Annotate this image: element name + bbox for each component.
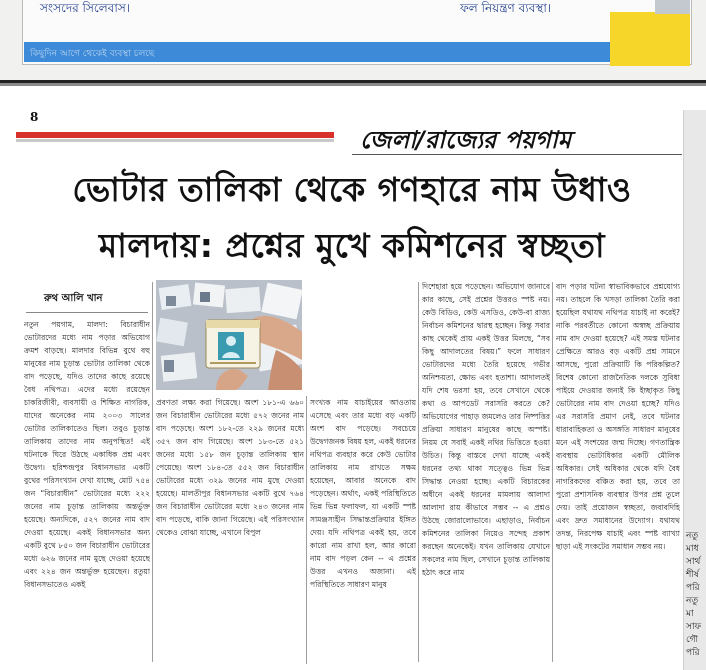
adjacent-page-text: সার্থ [686,557,701,567]
byline-rule [26,312,148,313]
column-divider [306,396,307,664]
previous-page-banner-text: কিছুদিন আগে থেকেই ব্যবস্থা চলছে [30,49,155,59]
column-divider [418,282,419,662]
article-column-4: দিশেহারা হয়ে পড়েছেন। অভিযোগ জানাবে কার কাছে, সেই প্রশ্নের উত্তরও স্পষ্ট নয়। কেউ বিডিও, কেউ এসডিও, কেউ-বা রাজ্য নির্বাচন কমিশনের দ্বারস্থ হচ্ছেন। কিন্তু সবার কাছ থেকেই প্রায় একই উত্তর মিলছে, “সব কিছু আদালতের বিষয়।” ফলে সাধারণ ভোটারদের মধ্যে তৈরি হয়েছে গভীর অনিশ্চয়তা, ক্ষোভ এবং হতাশা। আদালতই যদি শেষ ভরসা হয়, তবে সেখানে থেকে কথা ও আপডেট সরাসরি করতে কে? অভিযোগের পাহাড় জমলেও তার নিষ্পত্তির প্রক্রিয়া সাধারণ মানুষের কাছে অস্পষ্ট। নিয়ম যে সবাই একই নথির ভিত্তিতে হওয়া উচিত। কিন্তু বাস্তবে দেখা যাচ্ছে একই ধরনের তথ্য থাকা সত্ত্বেও ভিন্ন ভিন্ন সিদ্ধান্ত নেওয়া হচ্ছে। একটি বিচারকের অধীনে একই ধরনের মামলায় আলাদা আলাদা রায় কীভাবে সম্ভব -- এ প্রশ্নও উঠছে জোরালোভাবে। এছাড়াও, নির্বাচন কমিশনের তালিকা নিয়েও সন্দেহ প্রকাশ করছেন অনেকেই। যখন তালিকায় যেখানে সকলের নাম ছিল, সেখানে চূড়ান্ত তালিকায় হঠাৎ করে নাম [422,282,550,577]
adjacent-page-text: নতু [686,531,699,541]
adjacent-page-text: পরি [686,648,700,658]
voter-card-illustration [156,280,302,390]
previous-page-strip [0,0,706,83]
previous-page-left-text: সংসদের সিলেবাস। [40,1,131,15]
newspaper-page [0,86,706,670]
previous-page-gray-block [655,0,690,14]
previous-page-yellow-block [610,12,690,66]
article-column-1: নতুন পয়গাম, মালদা: বিচারাধীন ভোটারদের মধ্যে নাম পড়ার অভিযোগ ক্রমশ বাড়ছে। মালদার বিভিন্ন বুথে বহু মানুষের নাম চূড়ান্ত ভোটার তালিকা থেকে বাদ পড়েছে, যদিও তাদের কাছে রয়েছে বৈধ নথিপত্র। এদের মধ্যে রয়েছেন চাকরিজীবী, ব্যবসায়ী ও শিক্ষিত নাগরিক, যাদের অনেকের নাম ২০০৩ সালের ভোটার তালিকাতেও ছিল। তবুও চূড়ান্ত তালিকায় তাদের নাম অনুপস্থিত! এই ঘটনাকে ঘিরে উঠছে একাধিক প্রশ্ন এবং উদ্বেগ। হরিশ্চন্দ্রপুর বিধানসভার একটি বুথের পরিসংখ্যান দেখা যাচ্ছে, মোট ৭৫৪ জন “বিচারাধীন” ভোটারের মধ্যে ২২২ জনের নাম চূড়ান্ত তালিকায় অন্তর্ভুক্ত হয়েছে। অন্যদিকে, ৫২৭ জনের নাম বাদ দেওয়া হয়েছে। একই বিধানসভার অন্য একটি বুথে ৮৫০ জন বিচারাধীন ভোটারের মধ্যে ৬২৬ জনের নাম মুছে দেওয়া হয়েছে এবং ২২৪ জন অন্তর্ভুক্ত হয়েছেন। রতুয়া বিধানসভাতেও একই [24,320,150,589]
article-photo [156,280,302,390]
headline-line-1: ভোটার তালিকা থেকে গণহারে নাম উধাও [72,170,632,209]
adjacent-page-text: মাধ [686,544,699,554]
page-number: 8 [30,110,39,124]
column-divider [552,282,553,662]
article-column-5: বাদ পড়ার ঘটনা স্বাভাবিকভাবে প্রশ্নযোগ্য নয়। তাহলে কি খসড়া তালিকা তৈরি করা হয়েছিল যথাযথ নথিপত্র যাচাই না করেই? নাকি পরবর্তীতে কোনো অস্বচ্ছ প্রক্রিয়ায় নাম বাদ দেওয়া হয়েছে? এই সমস্ত ঘটনার প্রেক্ষিতে আরও বড় একটি প্রশ্ন সামনে আসছে, পুরো প্রক্রিয়াটি কি পরিকল্পিত? বিশেষ কোনো রাজনৈতিক দলকে সুবিধা পাইয়ে দেওয়ার জন্যই কি ইচ্ছাকৃত কিছু ভোটারের নাম বাদ দেওয়া হচ্ছে? যদিও এর সরাসরি প্রমাণ নেই, তবে ঘটনার ধারাবাহিকতা ও অসঙ্গতি সাধারণ মানুষের মনে এই সংশয়ের জন্ম দিচ্ছে। গণতান্ত্রিক ব্যবস্থায় ভোটাধিকার একটি মৌলিক অধিকার। সেই অধিকার থেকে যদি বৈধ নাগরিকদের বঞ্চিত করা হয়, তবে তা পুরো প্রশাসনিক ব্যবস্থার উপর প্রশ্ন তুলে দেয়। তাই প্রয়োজন স্বচ্ছতা, জবাবদিহি এবং দ্রুত সমাধানের উদ্যোগ। যথাযথ তদন্ত, নিরপেক্ষ যাচাই এবং স্পষ্ট ব্যাখ্যা ছাড়া এই সংকটের সমাধান সম্ভব নয়। [556,282,680,551]
gray-header-rule [16,139,334,142]
adjacent-page-text: শীর্ষ [686,570,699,580]
adjacent-page-text: মা [686,609,694,619]
section-rule [352,154,682,155]
adjacent-page-text: গৌ [686,635,699,645]
section-title: জেলা/রাজ্যের পয়গাম [360,126,572,154]
headline-line-2: মালদায়: প্রশ্নের মুখে কমিশনের স্বচ্ছতা [98,226,606,265]
article-column-3: সংখ্যক নাম যাচাইয়ের আওতায় এসেছে এবং তার মধ্যে বড় একটি অংশ বাদ পড়েছে। সবচেয়ে উদ্বেগজনক বিষয় হল, একই ধরনের নথিপত্র ব্যবহার করে কেউ ভোটার তালিকায় নাম রাখতে সক্ষম হয়েছেন, আবার অনেকে বাদ পড়েছেন। অর্থাৎ, একই পরিস্থিতিতে ভিন্ন ভিন্ন ফলাফল, যা একটি স্পষ্ট সামঞ্জস্যহীন সিদ্ধান্তপ্রক্রিয়ার ইঙ্গিত দেয়। যদি নথিপত্র একই হয়, তবে কারো নাম রাখা হল, আর কারো নাম বাদ পড়ল কেন -- এ প্রশ্নের উত্তর এখনও অজানা। এই পরিস্থিতিতে সাধারণ মানুষ [310,398,416,589]
adjacent-page-text: সাফ [686,622,702,632]
previous-page-right-text: ফল নিয়ন্ত্রণ ব্যবস্থা। [460,1,552,15]
adjacent-page-text: নতু [686,596,699,606]
adjacent-page-text: পরি [686,583,700,593]
column-divider [152,282,153,662]
article-column-2: প্রবণতা লক্ষ্য করা গিয়েছে। অংশ ১৮১-এ ৬৬০ জন বিচারাধীন ভোটারের মধ্যে ৫৭২ জনের নাম বাদ পড়েছে। অংশ ১৮২-তে ২২৯ জনের মধ্যে ৩৫৭ জন বাদ গিয়েছে। অংশ ১৮৩-তে ৫২১ জনের মধ্যে ১৫৮ জন চূড়ান্ত তালিকায় স্থান পেয়েছে। অংশ ১৮৪-তে ৫৫২ জন বিচারাধীন ভোটারের মধ্যে ৩২৯ জনের নাম মুছে দেওয়া হয়েছে। মালতীপুর বিধানসভার একটি বুথে ৭৬৪ জন বিচারাধীন ভোটারের মধ্যে ২৪৩ জনের নাম বাদ পড়েছে, বাকি জানা গিয়েছে। এই পরিসংখ্যান থেকেও বোঝা যাচ্ছে, এখানে বিপুল [156,398,304,537]
red-header-rule [16,132,334,138]
byline: রুথ আলি খান [44,293,103,304]
